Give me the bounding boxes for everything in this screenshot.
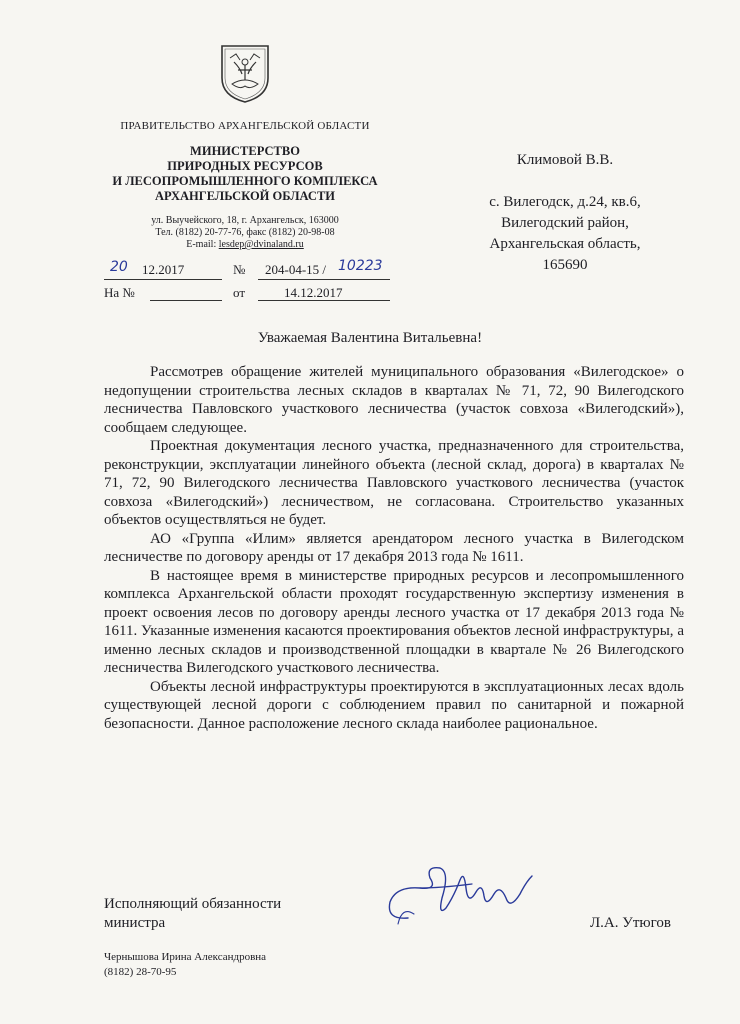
ministry-line: МИНИСТЕРСТВО	[190, 144, 300, 158]
phone-fax: Тел. (8182) 20-77-76, факс (8182) 20-98-08	[155, 227, 335, 238]
recipient-address-line: с. Вилегодск, д.24, кв.6,	[489, 194, 641, 210]
ref-label: На №	[104, 285, 135, 300]
email-link[interactable]: lesdep@dvinaland.ru	[218, 239, 304, 250]
signatory-title	[104, 895, 281, 933]
executor-name: Чернышова Ирина Александровна	[104, 951, 267, 963]
number-handwritten: 10223	[338, 258, 383, 274]
body-paragraph: В настоящее время в министерстве природных ресурсов и лесопромышленного комплекса Архангельской области проходят государственную экспертизу изменения в проект освоения лесов по договору аренды лесного участка от 17 декабря 2013 года № 1611. Указанные изменения касаются проектирования объектов лесной инфраструктуры, а именно лесных складов и производственной площадки в квартале № 26 Вилегодского лесничества Вилегодского участкового лесничества.	[104, 567, 684, 676]
postal-address: ул. Выучейского, 18, г. Архангельск, 163000	[151, 215, 339, 226]
ref-date: 14.12.2017	[284, 285, 343, 300]
ministry-contacts	[90, 215, 400, 251]
ref-underline	[150, 300, 222, 301]
signatory-title-line: Исполняющий обязанности	[104, 896, 282, 912]
number-label: №	[233, 262, 246, 277]
number-underline	[258, 279, 390, 280]
signatory-title-line: министра	[104, 915, 166, 931]
ministry-line: АРХАНГЕЛЬСКОЙ ОБЛАСТИ	[155, 189, 335, 203]
date-underline	[104, 279, 222, 280]
date-month-year: 12.2017	[142, 262, 185, 277]
recipient-address-line: 165690	[542, 257, 588, 273]
body-paragraph: Проектная документация лесного участка, предназначенного для строительства, реконструкции, эксплуатации линейного объекта (лесной склад, дорога) в кварталах № 71, 72, 90 Вилегодского лесничества Павловского участкового лесничества (участок совхоза «Вилегодский») лесничеством, не согласована. Строительство указанных объектов осуществляться не будет.	[104, 438, 684, 528]
recipient-block	[450, 150, 680, 276]
body-paragraph: Рассмотрев обращение жителей муниципального образования «Вилегодское» о недопущении строительства лесных складов в кварталах № 71, 72, 90 Вилегодского лесничества Павловского участкового лесничества (участок совхоза «Вилегодский»), сообщаем следующее.	[104, 364, 684, 436]
recipient-address-line: Вилегодский район,	[501, 215, 629, 231]
body-paragraph: Объекты лесной инфраструктуры проектируются в эксплуатационных лесах вдоль существующей лесной дороги с соблюдением правил по санитарной и пожарной безопасности. Данное расположение лесного склада наиболее рациональное.	[104, 678, 684, 732]
signatory-name: Л.А. Утюгов	[590, 915, 671, 931]
government-name: ПРАВИТЕЛЬСТВО АРХАНГЕЛЬСКОЙ ОБЛАСТИ	[120, 120, 370, 132]
ministry-name	[90, 144, 400, 204]
handwritten-signature	[380, 858, 550, 938]
ministry-line: И ЛЕСОПРОМЫШЛЕННОГО КОМПЛЕКСА	[112, 174, 378, 188]
coat-of-arms-icon	[220, 44, 270, 104]
executor-block	[104, 950, 266, 980]
recipient-address-line: Архангельская область,	[489, 236, 641, 252]
ref-date-underline	[258, 300, 390, 301]
email-line	[90, 239, 400, 251]
recipient-name: Климовой В.В.	[516, 152, 614, 168]
from-label: от	[233, 285, 246, 300]
email-label: E-mail:	[186, 239, 219, 250]
date-day-handwritten: 20	[110, 259, 128, 275]
letter-body	[104, 363, 684, 733]
body-paragraph: АО «Группа «Илим» является арендатором лесного участка в Вилегодском лесничестве по договору аренды от 17 декабря 2013 года № 1611.	[104, 530, 684, 565]
number-printed: 204-04-15 /	[265, 262, 327, 277]
executor-phone: (8182) 28-70-95	[104, 966, 177, 978]
ministry-line: ПРИРОДНЫХ РЕСУРСОВ	[167, 159, 323, 173]
salutation: Уважаемая Валентина Витальевна!	[257, 330, 483, 346]
